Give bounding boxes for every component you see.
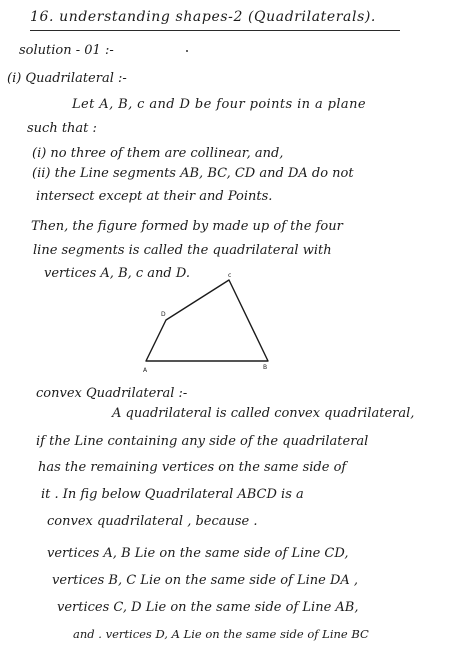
intro-line-2: such that : bbox=[27, 121, 97, 136]
vertex-label-a: A bbox=[143, 367, 148, 374]
stray-dot bbox=[186, 50, 188, 52]
quadrilateral-figure bbox=[135, 268, 275, 378]
convex-line-3: has the remaining vertices on the same side of bbox=[38, 460, 347, 475]
convex-line-8: vertices C, D Lie on the same side of Line AB, bbox=[57, 600, 359, 615]
vertex-label-c: c bbox=[228, 272, 232, 279]
vertex-label-b: B bbox=[263, 364, 268, 371]
title-underline bbox=[30, 30, 400, 31]
convex-heading: convex Quadrilateral :- bbox=[36, 386, 188, 401]
convex-line-6: vertices A, B Lie on the same side of Line CD, bbox=[47, 546, 349, 561]
convex-line-4: it . In fig below Quadrilateral ABCD is a bbox=[41, 487, 304, 502]
condition-3: intersect except at their and Points. bbox=[36, 189, 273, 204]
convex-line-1: A quadrilateral is called convex quadrilateral, bbox=[112, 406, 415, 421]
page-title: 16. understanding shapes-2 (Quadrilaterals). bbox=[30, 9, 376, 25]
vertex-label-d: D bbox=[161, 311, 166, 318]
condition-2: (ii) the Line segments AB, BC, CD and DA do not bbox=[32, 166, 354, 181]
convex-line-5: convex quadrilateral , because . bbox=[47, 514, 258, 529]
definition-line-2: line segments is called the quadrilateral with bbox=[33, 243, 332, 258]
convex-line-7: vertices B, C Lie on the same side of Line DA , bbox=[52, 573, 359, 588]
definition-line-1: Then, the figure formed by made up of the four bbox=[31, 219, 343, 234]
condition-1: (i) no three of them are collinear, and, bbox=[32, 146, 284, 161]
convex-line-9: and . vertices D, A Lie on the same side of Line BC bbox=[73, 627, 369, 641]
quadrilateral-shape bbox=[146, 280, 268, 361]
convex-line-2: if the Line containing any side of the quadrilateral bbox=[36, 434, 369, 449]
solution-heading: solution - 01 :- bbox=[19, 43, 114, 58]
quadrilateral-heading: (i) Quadrilateral :- bbox=[7, 71, 127, 86]
definition-line-3: vertices A, B, c and D. bbox=[44, 266, 190, 281]
intro-line-1: Let A, B, c and D be four points in a plane bbox=[72, 97, 366, 112]
